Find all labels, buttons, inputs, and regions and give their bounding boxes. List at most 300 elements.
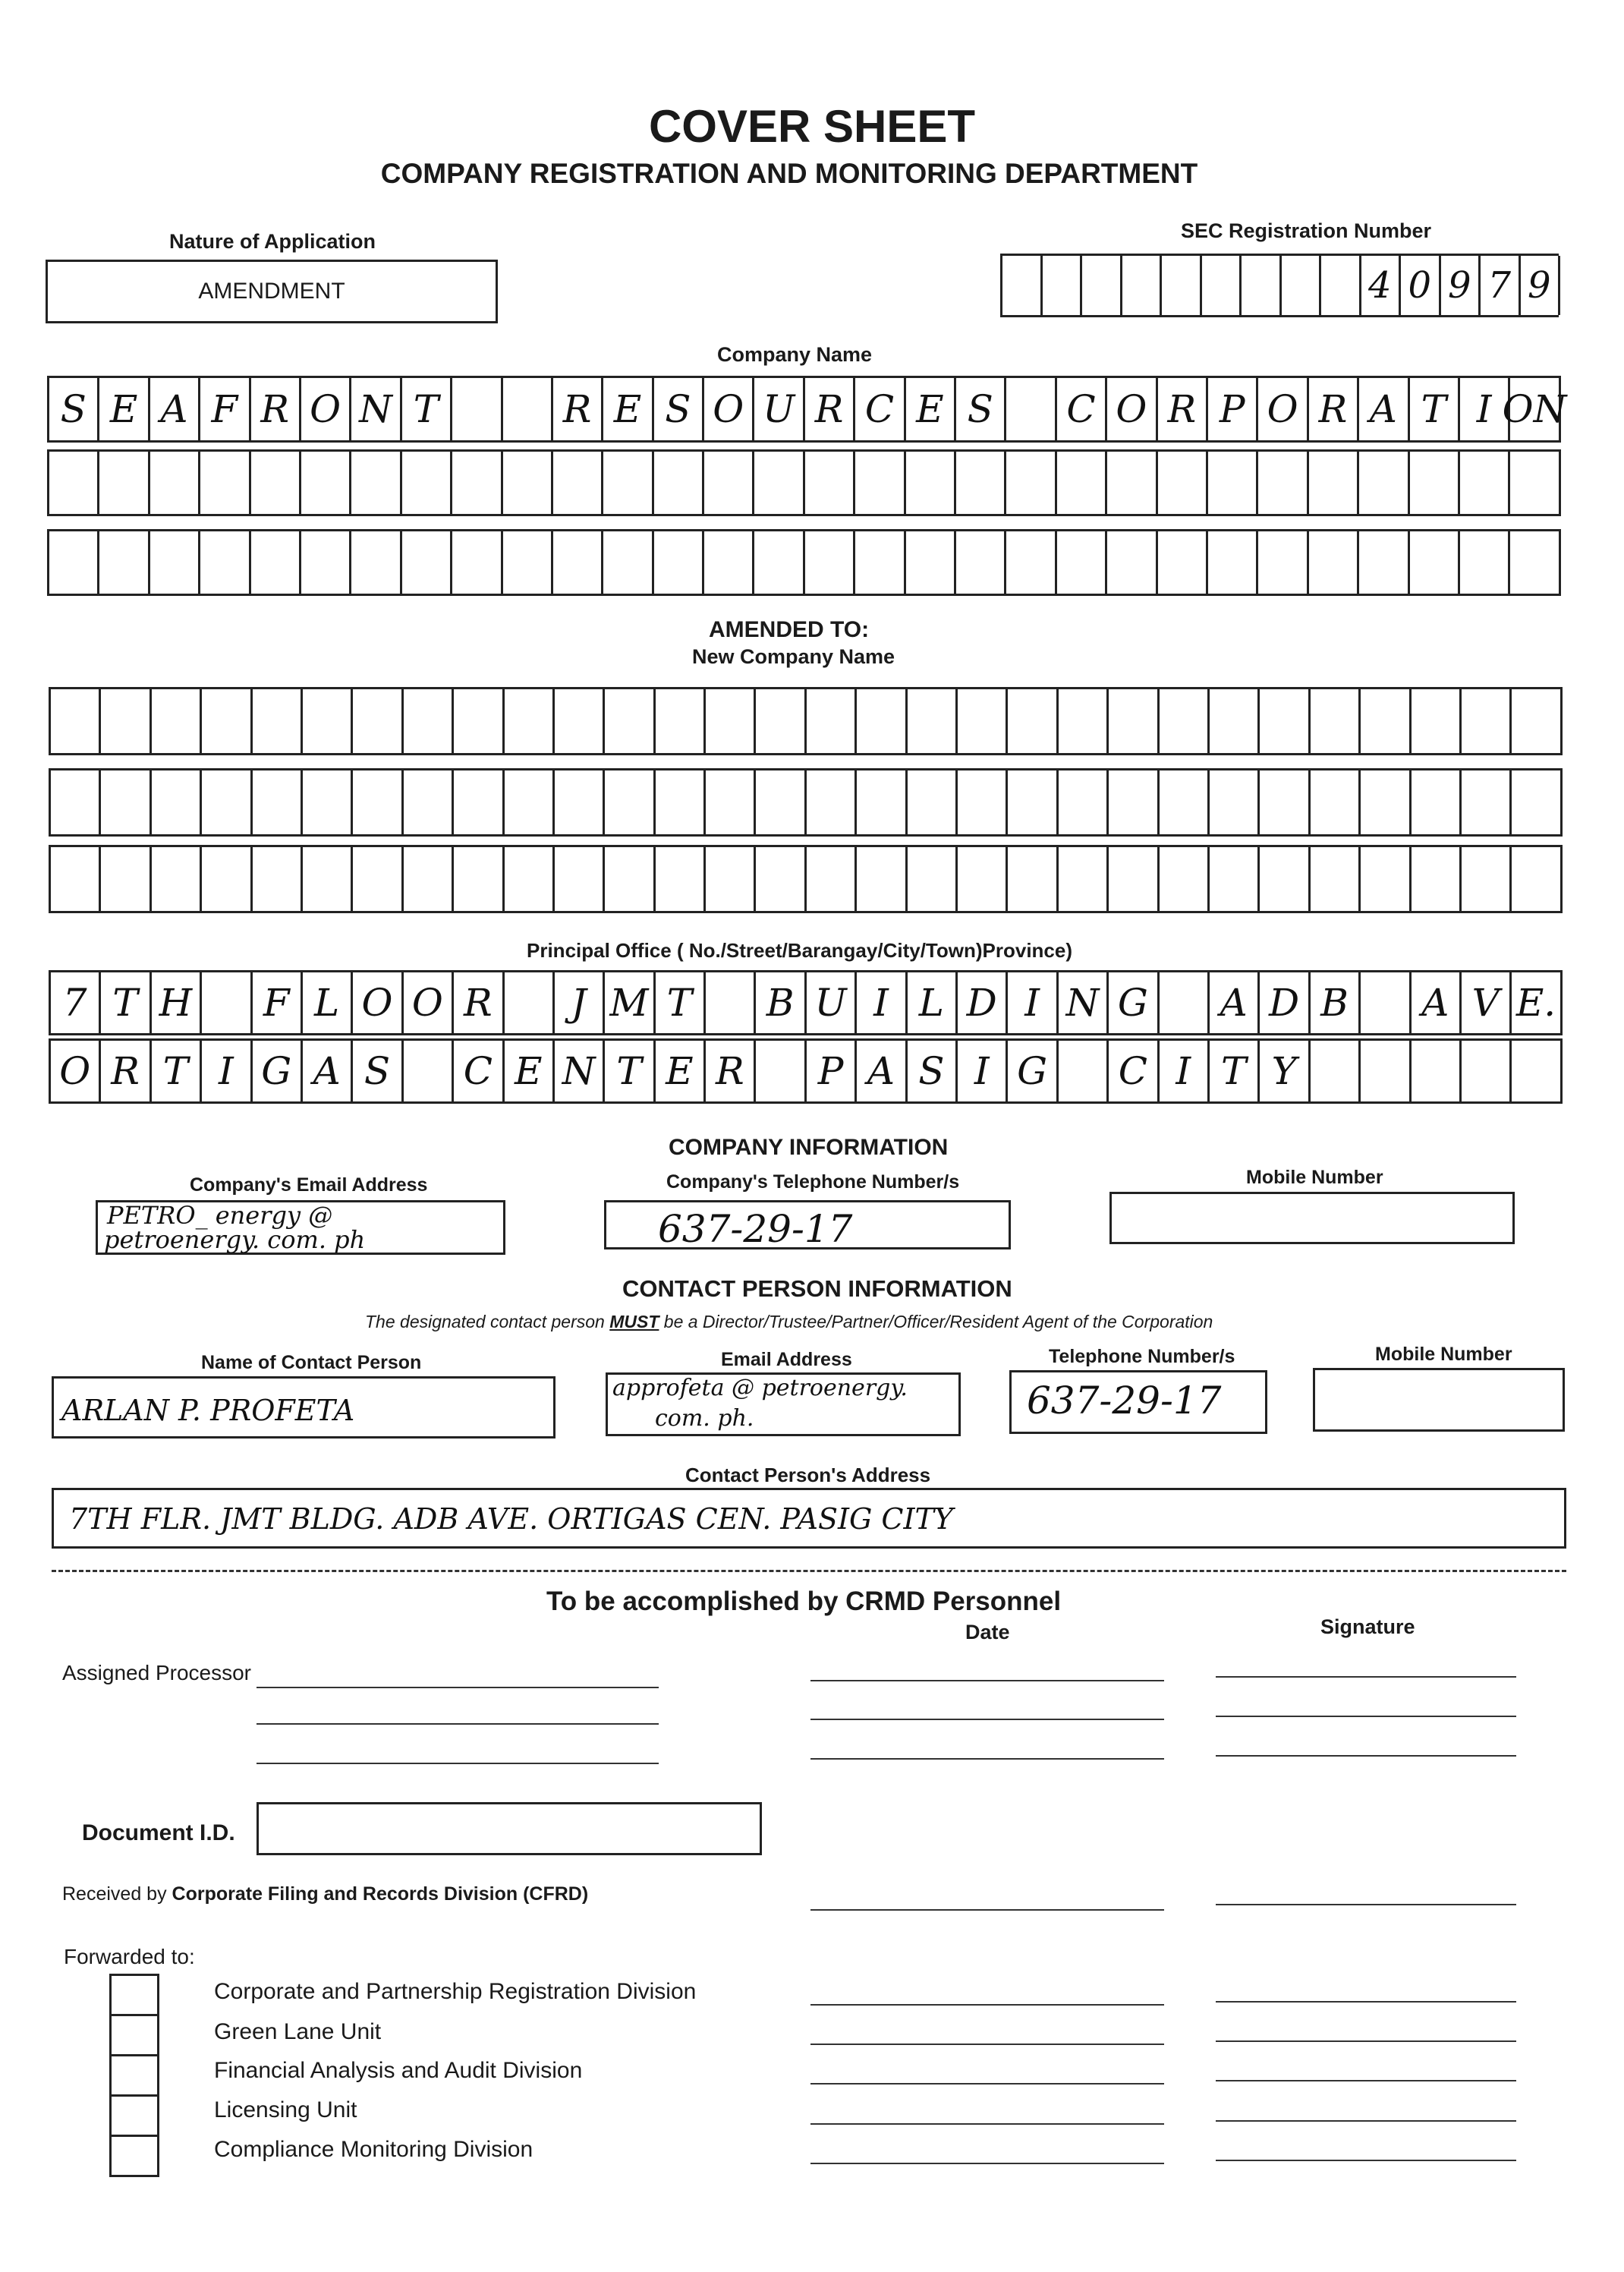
new-company-name-char-cell[interactable] bbox=[555, 689, 605, 753]
checkbox-compliance-monitoring[interactable] bbox=[109, 2135, 159, 2177]
new-company-name-char-cell[interactable] bbox=[404, 847, 454, 911]
company-name-char-cell[interactable]: S bbox=[49, 378, 99, 440]
company-name-char-cell[interactable] bbox=[1309, 452, 1359, 514]
company-name-char-cell[interactable]: O bbox=[1107, 378, 1157, 440]
principal-office-char-cell[interactable]: F bbox=[253, 972, 303, 1033]
new-company-name-char-cell[interactable] bbox=[1059, 689, 1109, 753]
company-name-char-cell[interactable]: T bbox=[1410, 378, 1460, 440]
new-company-name-char-cell[interactable] bbox=[1512, 689, 1562, 753]
principal-office-char-cell[interactable]: I bbox=[1008, 972, 1058, 1033]
company-name-char-cell[interactable] bbox=[1258, 531, 1308, 594]
new-company-name-char-cell[interactable] bbox=[1160, 847, 1210, 911]
company-name-char-cell[interactable] bbox=[1107, 531, 1157, 594]
company-name-char-cell[interactable] bbox=[553, 452, 603, 514]
sec-registration-char-cell[interactable]: 9 bbox=[1521, 256, 1561, 315]
company-name-char-cell[interactable] bbox=[956, 531, 1006, 594]
new-company-name-char-cell[interactable] bbox=[857, 770, 907, 834]
signature-line-1[interactable] bbox=[1216, 1676, 1516, 1678]
company-name-char-cell[interactable] bbox=[1208, 531, 1258, 594]
principal-office-char-cell[interactable]: N bbox=[1059, 972, 1109, 1033]
new-company-name-char-cell[interactable] bbox=[1462, 689, 1512, 753]
company-name-char-cell[interactable] bbox=[251, 531, 301, 594]
new-company-name-char-cell[interactable] bbox=[908, 689, 958, 753]
new-company-name-char-cell[interactable] bbox=[353, 770, 403, 834]
new-company-name-char-cell[interactable] bbox=[1260, 770, 1310, 834]
principal-office-char-cell[interactable] bbox=[202, 972, 252, 1033]
company-name-char-cell[interactable] bbox=[503, 378, 553, 440]
company-name-char-cell[interactable]: O bbox=[301, 378, 351, 440]
company-name-char-cell[interactable] bbox=[503, 531, 553, 594]
checkbox-green-lane[interactable] bbox=[109, 2014, 159, 2056]
principal-office-char-cell[interactable]: O bbox=[404, 972, 454, 1033]
principal-office-char-cell[interactable]: C bbox=[1109, 1041, 1159, 1101]
new-company-name-char-cell[interactable] bbox=[404, 689, 454, 753]
company-name-char-cell[interactable] bbox=[906, 531, 956, 594]
principal-office-char-cell[interactable]: T bbox=[1210, 1041, 1260, 1101]
company-name-char-cell[interactable] bbox=[452, 378, 502, 440]
new-company-name-char-cell[interactable] bbox=[1210, 770, 1260, 834]
company-name-char-cell[interactable] bbox=[1359, 531, 1409, 594]
company-name-char-cell[interactable]: R bbox=[1309, 378, 1359, 440]
company-name-char-cell[interactable] bbox=[1460, 531, 1510, 594]
company-name-char-cell[interactable] bbox=[553, 531, 603, 594]
company-name-row[interactable] bbox=[47, 376, 1567, 443]
division-signature-line-4[interactable] bbox=[1216, 2120, 1516, 2122]
principal-office-char-cell[interactable]: T bbox=[605, 1041, 655, 1101]
new-company-name-char-cell[interactable] bbox=[908, 847, 958, 911]
received-signature-line[interactable] bbox=[1216, 1904, 1516, 1905]
company-name-char-cell[interactable]: N bbox=[351, 378, 401, 440]
new-company-name-char-cell[interactable] bbox=[857, 689, 907, 753]
company-mobile-field[interactable] bbox=[1109, 1192, 1515, 1244]
company-name-char-cell[interactable] bbox=[99, 452, 149, 514]
division-signature-line-2[interactable] bbox=[1216, 2040, 1516, 2042]
new-company-name-char-cell[interactable] bbox=[605, 689, 655, 753]
company-name-char-cell[interactable] bbox=[1107, 452, 1157, 514]
principal-office-char-cell[interactable]: H bbox=[152, 972, 202, 1033]
principal-office-char-cell[interactable]: T bbox=[152, 1041, 202, 1101]
company-name-char-cell[interactable] bbox=[1410, 531, 1460, 594]
principal-office-char-cell[interactable] bbox=[1160, 972, 1210, 1033]
company-name-char-cell[interactable] bbox=[855, 531, 905, 594]
principal-office-char-cell[interactable]: G bbox=[1109, 972, 1159, 1033]
company-name-char-cell[interactable] bbox=[1057, 531, 1107, 594]
principal-office-char-cell[interactable]: T bbox=[101, 972, 151, 1033]
contact-email-field[interactable] bbox=[606, 1372, 961, 1436]
new-company-name-char-cell[interactable] bbox=[454, 847, 504, 911]
new-company-name-char-cell[interactable] bbox=[1412, 770, 1462, 834]
division-date-line-5[interactable] bbox=[810, 2163, 1164, 2164]
principal-office-char-cell[interactable]: P bbox=[807, 1041, 857, 1101]
principal-office-char-cell[interactable]: L bbox=[908, 972, 958, 1033]
checkbox-financial-analysis[interactable] bbox=[109, 2054, 159, 2097]
company-name-char-cell[interactable] bbox=[654, 452, 704, 514]
division-signature-line-5[interactable] bbox=[1216, 2160, 1516, 2161]
new-company-name-char-cell[interactable] bbox=[807, 770, 857, 834]
new-company-name-char-cell[interactable] bbox=[1210, 847, 1260, 911]
sec-registration-char-cell[interactable] bbox=[1002, 256, 1043, 315]
principal-office-char-cell[interactable] bbox=[505, 972, 555, 1033]
new-company-name-char-cell[interactable] bbox=[353, 847, 403, 911]
company-name-char-cell[interactable] bbox=[855, 452, 905, 514]
new-company-name-char-cell[interactable] bbox=[807, 847, 857, 911]
principal-office-char-cell[interactable]: V bbox=[1462, 972, 1512, 1033]
sec-registration-char-cell[interactable]: 7 bbox=[1481, 256, 1521, 315]
company-name-char-cell[interactable]: C bbox=[1057, 378, 1107, 440]
principal-office-char-cell[interactable]: S bbox=[353, 1041, 403, 1101]
processor-line-1[interactable] bbox=[257, 1687, 659, 1688]
contact-address-field[interactable] bbox=[52, 1488, 1566, 1549]
company-name-char-cell[interactable] bbox=[1460, 452, 1510, 514]
company-name-char-cell[interactable]: R bbox=[1158, 378, 1208, 440]
checkbox-licensing[interactable] bbox=[109, 2094, 159, 2137]
principal-office-char-cell[interactable]: A bbox=[1412, 972, 1462, 1033]
new-company-name-char-cell[interactable] bbox=[505, 689, 555, 753]
principal-office-char-cell[interactable] bbox=[1512, 1041, 1562, 1101]
division-date-line-1[interactable] bbox=[810, 2004, 1164, 2006]
new-company-name-char-cell[interactable] bbox=[51, 770, 101, 834]
date-line-1[interactable] bbox=[810, 1680, 1164, 1681]
principal-office-char-cell[interactable]: M bbox=[605, 972, 655, 1033]
company-name-char-cell[interactable] bbox=[1359, 452, 1409, 514]
company-name-char-cell[interactable] bbox=[402, 531, 452, 594]
company-name-char-cell[interactable]: E bbox=[99, 378, 149, 440]
company-name-char-cell[interactable] bbox=[301, 531, 351, 594]
principal-office-char-cell[interactable]: S bbox=[908, 1041, 958, 1101]
new-company-name-char-cell[interactable] bbox=[152, 770, 202, 834]
new-company-name-char-cell[interactable] bbox=[152, 847, 202, 911]
company-name-char-cell[interactable]: F bbox=[200, 378, 250, 440]
new-company-name-char-cell[interactable] bbox=[303, 847, 353, 911]
company-telephone-field[interactable] bbox=[604, 1200, 1011, 1249]
signature-line-2[interactable] bbox=[1216, 1716, 1516, 1717]
principal-office-char-cell[interactable]: T bbox=[656, 972, 706, 1033]
company-name-char-cell[interactable] bbox=[150, 531, 200, 594]
company-name-char-cell[interactable] bbox=[351, 531, 401, 594]
date-line-2[interactable] bbox=[810, 1719, 1164, 1720]
new-company-name-char-cell[interactable] bbox=[857, 847, 907, 911]
new-company-name-char-cell[interactable] bbox=[1512, 770, 1562, 834]
company-name-char-cell[interactable] bbox=[1258, 452, 1308, 514]
new-company-name-char-cell[interactable] bbox=[303, 689, 353, 753]
new-company-name-char-cell[interactable] bbox=[1008, 847, 1058, 911]
company-name-char-cell[interactable] bbox=[1006, 452, 1056, 514]
principal-office-char-cell[interactable]: C bbox=[454, 1041, 504, 1101]
new-company-name-char-cell[interactable] bbox=[152, 689, 202, 753]
new-company-name-char-cell[interactable] bbox=[253, 847, 303, 911]
new-company-name-char-cell[interactable] bbox=[454, 689, 504, 753]
company-name-char-cell[interactable]: ON bbox=[1510, 378, 1560, 440]
sec-registration-char-cell[interactable]: 0 bbox=[1401, 256, 1441, 315]
company-name-char-cell[interactable] bbox=[402, 452, 452, 514]
company-name-char-cell[interactable]: O bbox=[1258, 378, 1308, 440]
principal-office-char-cell[interactable]: D bbox=[958, 972, 1008, 1033]
principal-office-row[interactable] bbox=[49, 970, 1563, 1035]
new-company-name-char-cell[interactable] bbox=[303, 770, 353, 834]
new-company-name-char-cell[interactable] bbox=[656, 847, 706, 911]
new-company-name-char-cell[interactable] bbox=[1462, 770, 1512, 834]
principal-office-char-cell[interactable]: 7 bbox=[51, 972, 101, 1033]
new-company-name-char-cell[interactable] bbox=[958, 770, 1008, 834]
principal-office-char-cell[interactable]: E. bbox=[1512, 972, 1562, 1033]
principal-office-char-cell[interactable]: D bbox=[1260, 972, 1310, 1033]
company-name-char-cell[interactable] bbox=[906, 452, 956, 514]
company-name-char-cell[interactable]: O bbox=[704, 378, 754, 440]
principal-office-char-cell[interactable] bbox=[1311, 1041, 1361, 1101]
new-company-name-char-cell[interactable] bbox=[706, 770, 756, 834]
principal-office-char-cell[interactable]: R bbox=[454, 972, 504, 1033]
new-company-name-char-cell[interactable] bbox=[202, 770, 252, 834]
new-company-name-char-cell[interactable] bbox=[1361, 770, 1411, 834]
company-name-char-cell[interactable] bbox=[1006, 531, 1056, 594]
company-name-char-cell[interactable] bbox=[805, 531, 855, 594]
new-company-name-char-cell[interactable] bbox=[1059, 770, 1109, 834]
new-company-name-char-cell[interactable] bbox=[1512, 847, 1562, 911]
principal-office-char-cell[interactable]: Y bbox=[1260, 1041, 1310, 1101]
company-name-char-cell[interactable] bbox=[1410, 452, 1460, 514]
principal-office-char-cell[interactable]: J bbox=[555, 972, 605, 1033]
company-name-char-cell[interactable] bbox=[1510, 452, 1560, 514]
principal-office-char-cell[interactable]: N bbox=[555, 1041, 605, 1101]
principal-office-char-cell[interactable]: A bbox=[1210, 972, 1260, 1033]
sec-registration-char-cell[interactable] bbox=[1242, 256, 1282, 315]
company-name-char-cell[interactable] bbox=[452, 452, 502, 514]
company-name-char-cell[interactable]: S bbox=[654, 378, 704, 440]
company-name-char-cell[interactable] bbox=[603, 452, 653, 514]
new-company-name-char-cell[interactable] bbox=[555, 770, 605, 834]
principal-office-char-cell[interactable]: O bbox=[353, 972, 403, 1033]
new-company-name-char-cell[interactable] bbox=[1260, 847, 1310, 911]
signature-line-3[interactable] bbox=[1216, 1755, 1516, 1757]
new-company-name-char-cell[interactable] bbox=[101, 770, 151, 834]
new-company-name-row[interactable] bbox=[49, 845, 1563, 913]
company-name-char-cell[interactable] bbox=[1057, 452, 1107, 514]
company-name-char-cell[interactable]: R bbox=[553, 378, 603, 440]
new-company-name-char-cell[interactable] bbox=[908, 770, 958, 834]
new-company-name-char-cell[interactable] bbox=[1210, 689, 1260, 753]
sec-registration-number-field[interactable] bbox=[1000, 254, 1559, 317]
sec-registration-char-cell[interactable]: 9 bbox=[1441, 256, 1481, 315]
company-email-field[interactable] bbox=[96, 1200, 505, 1255]
company-name-char-cell[interactable] bbox=[805, 452, 855, 514]
new-company-name-char-cell[interactable] bbox=[505, 770, 555, 834]
principal-office-char-cell[interactable]: O bbox=[51, 1041, 101, 1101]
company-name-char-cell[interactable] bbox=[704, 531, 754, 594]
new-company-name-char-cell[interactable] bbox=[404, 770, 454, 834]
sec-registration-char-cell[interactable] bbox=[1162, 256, 1202, 315]
new-company-name-char-cell[interactable] bbox=[1412, 689, 1462, 753]
company-name-char-cell[interactable] bbox=[1006, 378, 1056, 440]
new-company-name-row[interactable] bbox=[49, 687, 1563, 755]
new-company-name-char-cell[interactable] bbox=[1361, 689, 1411, 753]
checkbox-corporate-partnership[interactable] bbox=[109, 1974, 159, 2016]
new-company-name-char-cell[interactable] bbox=[807, 689, 857, 753]
principal-office-char-cell[interactable]: U bbox=[807, 972, 857, 1033]
company-name-char-cell[interactable]: R bbox=[251, 378, 301, 440]
principal-office-char-cell[interactable]: A bbox=[303, 1041, 353, 1101]
contact-mobile-field[interactable] bbox=[1313, 1368, 1565, 1432]
company-name-char-cell[interactable]: E bbox=[603, 378, 653, 440]
new-company-name-char-cell[interactable] bbox=[1160, 770, 1210, 834]
principal-office-char-cell[interactable]: R bbox=[706, 1041, 756, 1101]
sec-registration-char-cell[interactable] bbox=[1282, 256, 1322, 315]
new-company-name-char-cell[interactable] bbox=[656, 689, 706, 753]
principal-office-char-cell[interactable]: E bbox=[656, 1041, 706, 1101]
sec-registration-char-cell[interactable]: 4 bbox=[1361, 256, 1402, 315]
principal-office-char-cell[interactable]: G bbox=[1008, 1041, 1058, 1101]
company-name-char-cell[interactable]: U bbox=[754, 378, 804, 440]
new-company-name-char-cell[interactable] bbox=[353, 689, 403, 753]
new-company-name-char-cell[interactable] bbox=[1160, 689, 1210, 753]
new-company-name-char-cell[interactable] bbox=[51, 689, 101, 753]
principal-office-char-cell[interactable]: I bbox=[202, 1041, 252, 1101]
company-name-char-cell[interactable]: T bbox=[402, 378, 452, 440]
sec-registration-char-cell[interactable] bbox=[1321, 256, 1361, 315]
company-name-char-cell[interactable] bbox=[603, 531, 653, 594]
principal-office-char-cell[interactable] bbox=[1462, 1041, 1512, 1101]
new-company-name-char-cell[interactable] bbox=[1462, 847, 1512, 911]
company-name-char-cell[interactable] bbox=[351, 452, 401, 514]
new-company-name-char-cell[interactable] bbox=[505, 847, 555, 911]
new-company-name-char-cell[interactable] bbox=[1311, 770, 1361, 834]
nature-of-application-field[interactable] bbox=[46, 260, 498, 323]
company-name-char-cell[interactable] bbox=[1158, 531, 1208, 594]
processor-line-3[interactable] bbox=[257, 1763, 659, 1764]
new-company-name-char-cell[interactable] bbox=[1260, 689, 1310, 753]
contact-telephone-field[interactable] bbox=[1009, 1370, 1267, 1434]
company-name-char-cell[interactable] bbox=[452, 531, 502, 594]
company-name-char-cell[interactable]: I bbox=[1460, 378, 1510, 440]
company-name-char-cell[interactable] bbox=[99, 531, 149, 594]
company-name-char-cell[interactable] bbox=[251, 452, 301, 514]
principal-office-char-cell[interactable] bbox=[1059, 1041, 1109, 1101]
new-company-name-char-cell[interactable] bbox=[1109, 689, 1159, 753]
company-name-char-cell[interactable] bbox=[49, 531, 99, 594]
sec-registration-char-cell[interactable] bbox=[1043, 256, 1083, 315]
new-company-name-char-cell[interactable] bbox=[1008, 689, 1058, 753]
principal-office-char-cell[interactable] bbox=[756, 1041, 806, 1101]
principal-office-char-cell[interactable] bbox=[1412, 1041, 1462, 1101]
company-name-char-cell[interactable] bbox=[200, 452, 250, 514]
new-company-name-char-cell[interactable] bbox=[756, 689, 806, 753]
company-name-char-cell[interactable] bbox=[754, 531, 804, 594]
new-company-name-char-cell[interactable] bbox=[1412, 847, 1462, 911]
new-company-name-char-cell[interactable] bbox=[605, 770, 655, 834]
company-name-char-cell[interactable] bbox=[754, 452, 804, 514]
principal-office-char-cell[interactable]: G bbox=[253, 1041, 303, 1101]
company-name-char-cell[interactable] bbox=[49, 452, 99, 514]
date-line-3[interactable] bbox=[810, 1758, 1164, 1760]
sec-registration-char-cell[interactable] bbox=[1122, 256, 1163, 315]
company-name-char-cell[interactable]: E bbox=[906, 378, 956, 440]
new-company-name-char-cell[interactable] bbox=[253, 770, 303, 834]
sec-registration-char-cell[interactable] bbox=[1202, 256, 1242, 315]
new-company-name-char-cell[interactable] bbox=[1109, 847, 1159, 911]
new-company-name-char-cell[interactable] bbox=[454, 770, 504, 834]
principal-office-char-cell[interactable]: B bbox=[756, 972, 806, 1033]
principal-office-char-cell[interactable]: A bbox=[857, 1041, 907, 1101]
company-name-char-cell[interactable] bbox=[704, 452, 754, 514]
new-company-name-char-cell[interactable] bbox=[756, 847, 806, 911]
company-name-char-cell[interactable] bbox=[301, 452, 351, 514]
company-name-row[interactable] bbox=[47, 529, 1561, 596]
principal-office-char-cell[interactable] bbox=[706, 972, 756, 1033]
new-company-name-char-cell[interactable] bbox=[1311, 689, 1361, 753]
new-company-name-char-cell[interactable] bbox=[706, 847, 756, 911]
company-name-char-cell[interactable]: P bbox=[1208, 378, 1258, 440]
processor-line-2[interactable] bbox=[257, 1723, 659, 1725]
principal-office-char-cell[interactable]: I bbox=[958, 1041, 1008, 1101]
principal-office-char-cell[interactable]: I bbox=[857, 972, 907, 1033]
principal-office-char-cell[interactable] bbox=[1361, 972, 1411, 1033]
company-name-char-cell[interactable] bbox=[654, 531, 704, 594]
division-date-line-4[interactable] bbox=[810, 2123, 1164, 2125]
new-company-name-char-cell[interactable] bbox=[101, 847, 151, 911]
company-name-char-cell[interactable]: A bbox=[150, 378, 200, 440]
principal-office-char-cell[interactable]: E bbox=[505, 1041, 555, 1101]
received-date-line[interactable] bbox=[810, 1909, 1164, 1911]
division-signature-line-1[interactable] bbox=[1216, 2001, 1516, 2003]
document-id-field[interactable] bbox=[257, 1802, 762, 1855]
principal-office-row[interactable] bbox=[49, 1038, 1563, 1104]
principal-office-char-cell[interactable]: B bbox=[1311, 972, 1361, 1033]
principal-office-char-cell[interactable] bbox=[404, 1041, 454, 1101]
new-company-name-char-cell[interactable] bbox=[605, 847, 655, 911]
new-company-name-char-cell[interactable] bbox=[706, 689, 756, 753]
division-date-line-3[interactable] bbox=[810, 2083, 1164, 2085]
new-company-name-char-cell[interactable] bbox=[656, 770, 706, 834]
new-company-name-row[interactable] bbox=[49, 768, 1563, 837]
new-company-name-char-cell[interactable] bbox=[1059, 847, 1109, 911]
sec-registration-char-cell[interactable] bbox=[1082, 256, 1122, 315]
company-name-char-cell[interactable]: C bbox=[855, 378, 905, 440]
new-company-name-char-cell[interactable] bbox=[1008, 770, 1058, 834]
new-company-name-char-cell[interactable] bbox=[1311, 847, 1361, 911]
company-name-char-cell[interactable] bbox=[1208, 452, 1258, 514]
company-name-char-cell[interactable] bbox=[956, 452, 1006, 514]
company-name-char-cell[interactable] bbox=[150, 452, 200, 514]
new-company-name-char-cell[interactable] bbox=[1361, 847, 1411, 911]
new-company-name-char-cell[interactable] bbox=[756, 770, 806, 834]
division-signature-line-3[interactable] bbox=[1216, 2080, 1516, 2081]
principal-office-char-cell[interactable] bbox=[1361, 1041, 1411, 1101]
company-name-char-cell[interactable] bbox=[1158, 452, 1208, 514]
new-company-name-char-cell[interactable] bbox=[555, 847, 605, 911]
contact-name-field[interactable] bbox=[52, 1376, 555, 1439]
new-company-name-char-cell[interactable] bbox=[253, 689, 303, 753]
company-name-char-cell[interactable] bbox=[1309, 531, 1359, 594]
signature-column-label: Signature bbox=[1320, 1615, 1415, 1638]
company-name-char-cell[interactable]: A bbox=[1359, 378, 1409, 440]
company-name-row[interactable] bbox=[47, 449, 1561, 516]
new-company-name-char-cell[interactable] bbox=[101, 689, 151, 753]
company-name-char-cell[interactable]: S bbox=[956, 378, 1006, 440]
principal-office-char-cell[interactable]: R bbox=[101, 1041, 151, 1101]
company-name-char-cell[interactable] bbox=[1510, 531, 1560, 594]
principal-office-char-cell[interactable]: I bbox=[1160, 1041, 1210, 1101]
new-company-name-char-cell[interactable] bbox=[202, 689, 252, 753]
new-company-name-char-cell[interactable] bbox=[958, 847, 1008, 911]
new-company-name-char-cell[interactable] bbox=[51, 847, 101, 911]
new-company-name-char-cell[interactable] bbox=[958, 689, 1008, 753]
new-company-name-char-cell[interactable] bbox=[1109, 770, 1159, 834]
company-name-char-cell[interactable] bbox=[503, 452, 553, 514]
division-date-line-2[interactable] bbox=[810, 2044, 1164, 2045]
company-name-char-cell[interactable] bbox=[200, 531, 250, 594]
principal-office-char-cell[interactable]: L bbox=[303, 972, 353, 1033]
company-name-char-cell[interactable]: R bbox=[805, 378, 855, 440]
new-company-name-char-cell[interactable] bbox=[202, 847, 252, 911]
